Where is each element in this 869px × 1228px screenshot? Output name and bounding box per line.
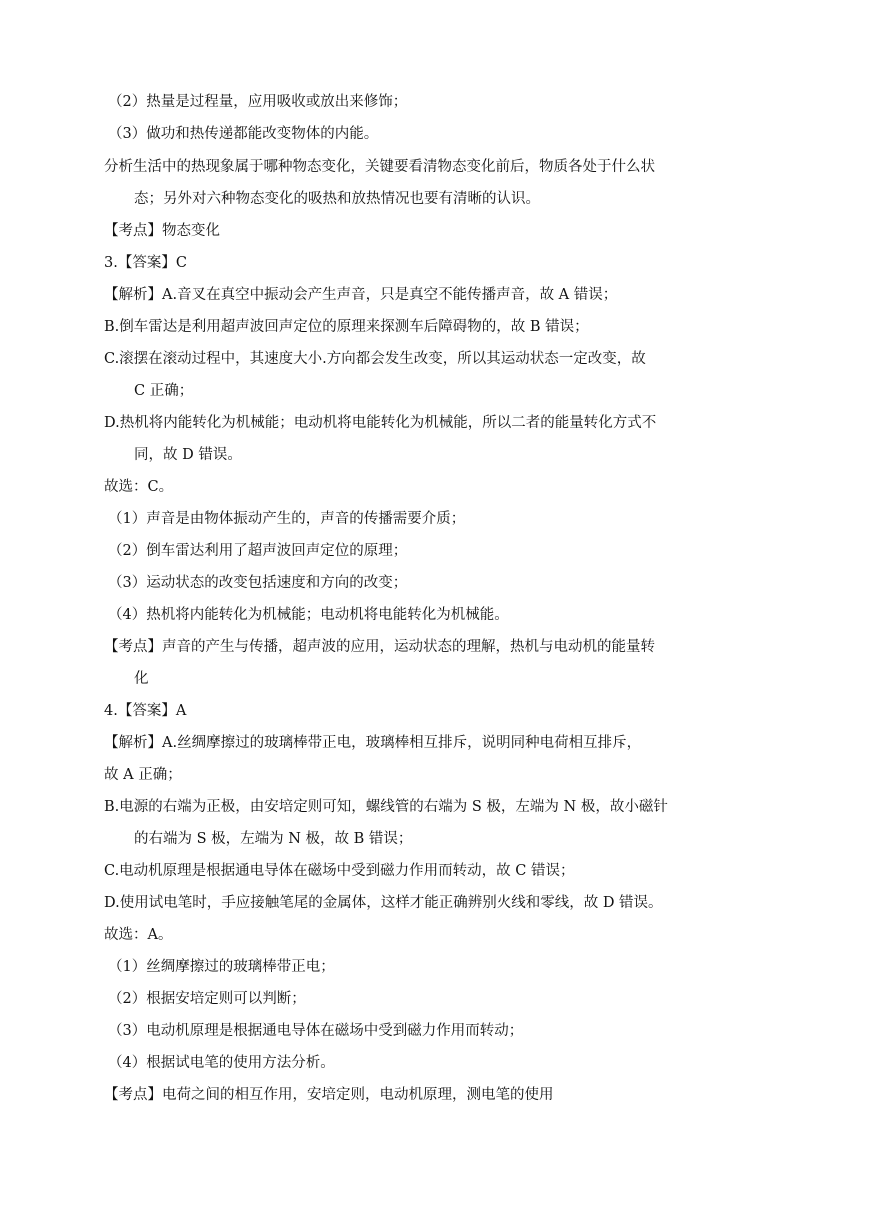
text-line: C.滚摆在滚动过程中，其速度大小.方向都会发生改变，所以其运动状态一定改变，故 [104,351,646,367]
text-line: 故选：A。 [104,927,173,943]
text-line: B.倒车雷达是利用超声波回声定位的原理来探测车后障碍物的，故 B 错误； [104,319,589,335]
text-line: 【解析】A.音叉在真空中振动会产生声音，只是真空不能传播声音，故 A 错误； [104,287,618,303]
text-line: B.电源的右端为正极，由安培定则可知，螺线管的右端为 S 极，左端为 N 极，故小磁针 [104,799,668,815]
text-line: C 正确； [134,383,194,399]
text-line: （1）声音是由物体振动产生的，声音的传播需要介质； [108,511,466,527]
text-line: （4）热机将内能转化为机械能；电动机将电能转化为机械能。 [108,607,509,623]
text-line: 【解析】A.丝绸摩擦过的玻璃棒带正电，玻璃棒相互排斥，说明同种电荷相互排斥， [104,735,642,751]
text-line: 态；另外对六种物态变化的吸热和放热情况也要有清晰的认识。 [134,191,540,207]
text-line: （4）根据试电笔的使用方法分析。 [108,1055,335,1071]
text-line: D.使用试电笔时，手应接触笔尾的金属体，这样才能正确辨别火线和零线，故 D 错误。 [104,895,663,911]
text-line: 同，故 D 错误。 [134,447,242,463]
text-line: （2）倒车雷达利用了超声波回声定位的原理； [108,543,408,559]
text-line: （2）根据安培定则可以判断； [108,991,306,1007]
text-line: 故选：C。 [104,479,174,495]
text-line: 3.【答案】C [104,255,187,271]
text-line: （3）运动状态的改变包括速度和方向的改变； [108,575,408,591]
text-line: 【考点】物态变化 [104,223,220,239]
text-line: 的右端为 S 极，左端为 N 极，故 B 错误； [134,831,413,847]
text-line: 分析生活中的热现象属于哪种物态变化，关键要看清物态变化前后，物质各处于什么状 [104,159,655,175]
text-line: 4.【答案】A [104,703,187,719]
text-line: 【考点】电荷之间的相互作用，安培定则，电动机原理，测电笔的使用 [104,1087,554,1103]
text-line: C.电动机原理是根据通电导体在磁场中受到磁力作用而转动，故 C 错误； [104,863,575,879]
text-line: （2）热量是过程量，应用吸收或放出来修饰； [108,94,408,110]
text-line: （3）做功和热传递都能改变物体的内能。 [108,126,379,142]
text-line: D.热机将内能转化为机械能；电动机将电能转化为机械能，所以二者的能量转化方式不 [104,415,657,431]
text-line: 【考点】声音的产生与传播，超声波的应用，运动状态的理解，热机与电动机的能量转 [104,639,655,655]
text-line: 故 A 正确； [104,767,182,783]
text-line: （3）电动机原理是根据通电导体在磁场中受到磁力作用而转动； [108,1023,524,1039]
text-line: 化 [134,671,149,687]
text-line: （1）丝绸摩擦过的玻璃棒带正电； [108,959,335,975]
